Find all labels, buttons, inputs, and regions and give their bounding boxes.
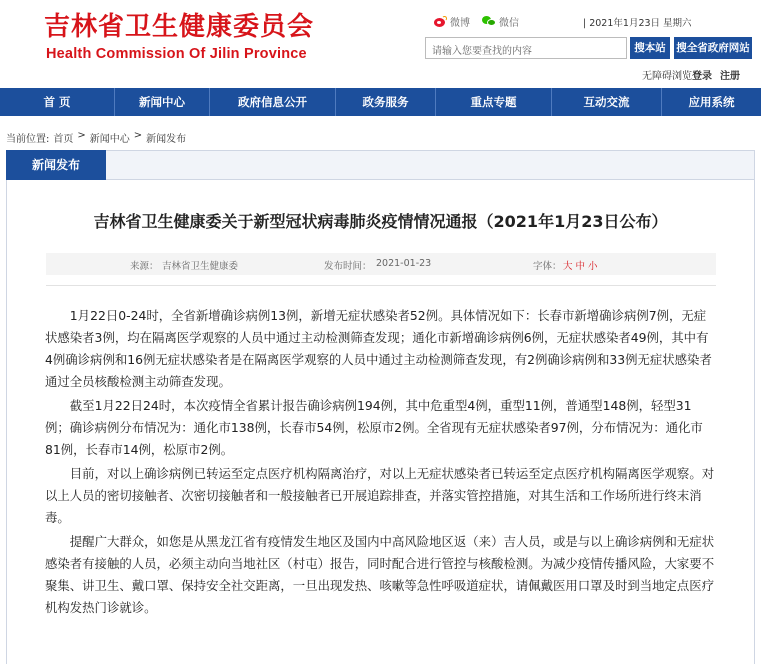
article-time: 2021-01-23 bbox=[376, 258, 432, 269]
search-all-gov-button[interactable]: 搜全省政府网站 bbox=[674, 37, 752, 59]
main-nav bbox=[0, 88, 761, 116]
wechat-icon bbox=[482, 16, 496, 27]
font-size-options[interactable]: 大 中 小 bbox=[563, 261, 598, 272]
nav-item-news[interactable]: 新闻中心 bbox=[115, 88, 210, 116]
section-header bbox=[6, 150, 755, 180]
site-logo-english[interactable]: Health Commission Of Jilin Province bbox=[46, 46, 307, 62]
breadcrumb-prefix: 当前位置: bbox=[6, 134, 50, 145]
article-paragraph: 提醒广大群众，如您是从黑龙江省有疫情发生地区及国内中高风险地区返（来）吉人员，或是与以上确诊病例和无症状感染者有接触的人员，必须主动向当地社区（村屯）报告，同时配合进行管控与核酸检测。为减少疫情传播风险，大家要不聚集、讲卫生、戴口罩、保持安全社交距离，一旦出现发热、咳嗽等急性呼吸道症状，请佩戴医用口罩及时到当地定点医疗机构发热门诊就诊。 bbox=[45, 534, 715, 615]
breadcrumb-current[interactable]: 新闻发布 bbox=[146, 134, 187, 145]
social-links bbox=[434, 14, 519, 29]
section-tab-news-release[interactable]: 新闻发布 bbox=[6, 150, 106, 180]
nav-item-topics[interactable]: 重点专题 bbox=[436, 88, 552, 116]
user-links bbox=[642, 67, 740, 82]
article-paragraph: 目前，对以上确诊病例已转运至定点医疗机构隔离治疗，对以上无症状感染者已转运至定点医疗机构隔离医学观察。对以上人员的密切接触者、次密切接触者和一般接触者已开展追踪排查，并落实管控措施，对其生活和工作场所进行终末消毒。 bbox=[45, 466, 715, 525]
article-paragraph: 截至1月22日24时，本次疫情全省累计报告确诊病例194例，其中危重型4例，重型11例，普通型148例，轻型31例；确诊病例分布情况为：通化市138例，长春市54例，松原市2例。全省现有无症状感染者97例，分布情况为：通化市81例，长春市14例，松原市2例。 bbox=[45, 398, 703, 457]
nav-item-services[interactable]: 政务服务 bbox=[336, 88, 436, 116]
article-paragraph: 1月22日0-24时，全省新增确诊病例13例，新增无症状感染者52例。具体情况如下：长春市新增确诊病例7例，无症状感染者3例，均在隔离医学观察的人员中通过主动检测筛查发现；通化市新增确诊病例6例，无症状感染者49例，其中有4例确诊病例和16例无症状感染者是在隔离医学观察的人员中通过主动检测筛查发现，有2例确诊病例和33例无症状感染者通过全员核酸检测主动筛查发现。 bbox=[45, 308, 712, 389]
nav-item-gov-info[interactable]: 政府信息公开 bbox=[210, 88, 336, 116]
login-link[interactable]: 登录 bbox=[692, 71, 712, 82]
article-body bbox=[45, 305, 715, 621]
accessibility-link[interactable]: 无障碍浏览登录 bbox=[642, 71, 712, 82]
nav-item-apps[interactable]: 应用系统 bbox=[688, 95, 735, 109]
search-site-button[interactable]: 搜本站 bbox=[630, 37, 670, 59]
font-size-label: 字体： bbox=[533, 261, 562, 272]
site-header bbox=[0, 0, 761, 88]
current-date: | 2021年1月23日 星期六 bbox=[583, 18, 692, 29]
article-meta bbox=[46, 253, 716, 275]
breadcrumb-separator: > bbox=[133, 130, 143, 141]
wechat-link[interactable] bbox=[482, 14, 519, 29]
article-title: 吉林省卫生健康委关于新型冠状病毒肺炎疫情情况通报（2021年1月23日公布） bbox=[93, 212, 668, 231]
time-label: 发布时间： bbox=[324, 261, 372, 272]
breadcrumb-separator: > bbox=[77, 130, 86, 141]
source-label: 来源： bbox=[130, 261, 159, 272]
article-source: 吉林省卫生健康委 bbox=[162, 261, 239, 272]
breadcrumb-home[interactable]: 首页 bbox=[53, 134, 74, 145]
wechat-label: 微信 bbox=[499, 18, 519, 29]
weibo-icon bbox=[434, 16, 447, 27]
nav-item-interaction[interactable]: 互动交流 bbox=[552, 88, 662, 116]
breadcrumb-news[interactable]: 新闻中心 bbox=[89, 134, 130, 145]
breadcrumb bbox=[6, 130, 186, 145]
site-logo-chinese[interactable]: 吉林省卫生健康委员会 bbox=[44, 12, 315, 42]
weibo-link[interactable] bbox=[434, 14, 470, 29]
nav-item-home[interactable]: 首 页 bbox=[0, 88, 115, 116]
weibo-label: 微博 bbox=[450, 18, 470, 29]
meta-divider bbox=[46, 285, 716, 286]
search-input[interactable]: 请输入您要查找的内容 bbox=[425, 37, 627, 59]
register-link[interactable]: 注册 bbox=[720, 71, 740, 82]
